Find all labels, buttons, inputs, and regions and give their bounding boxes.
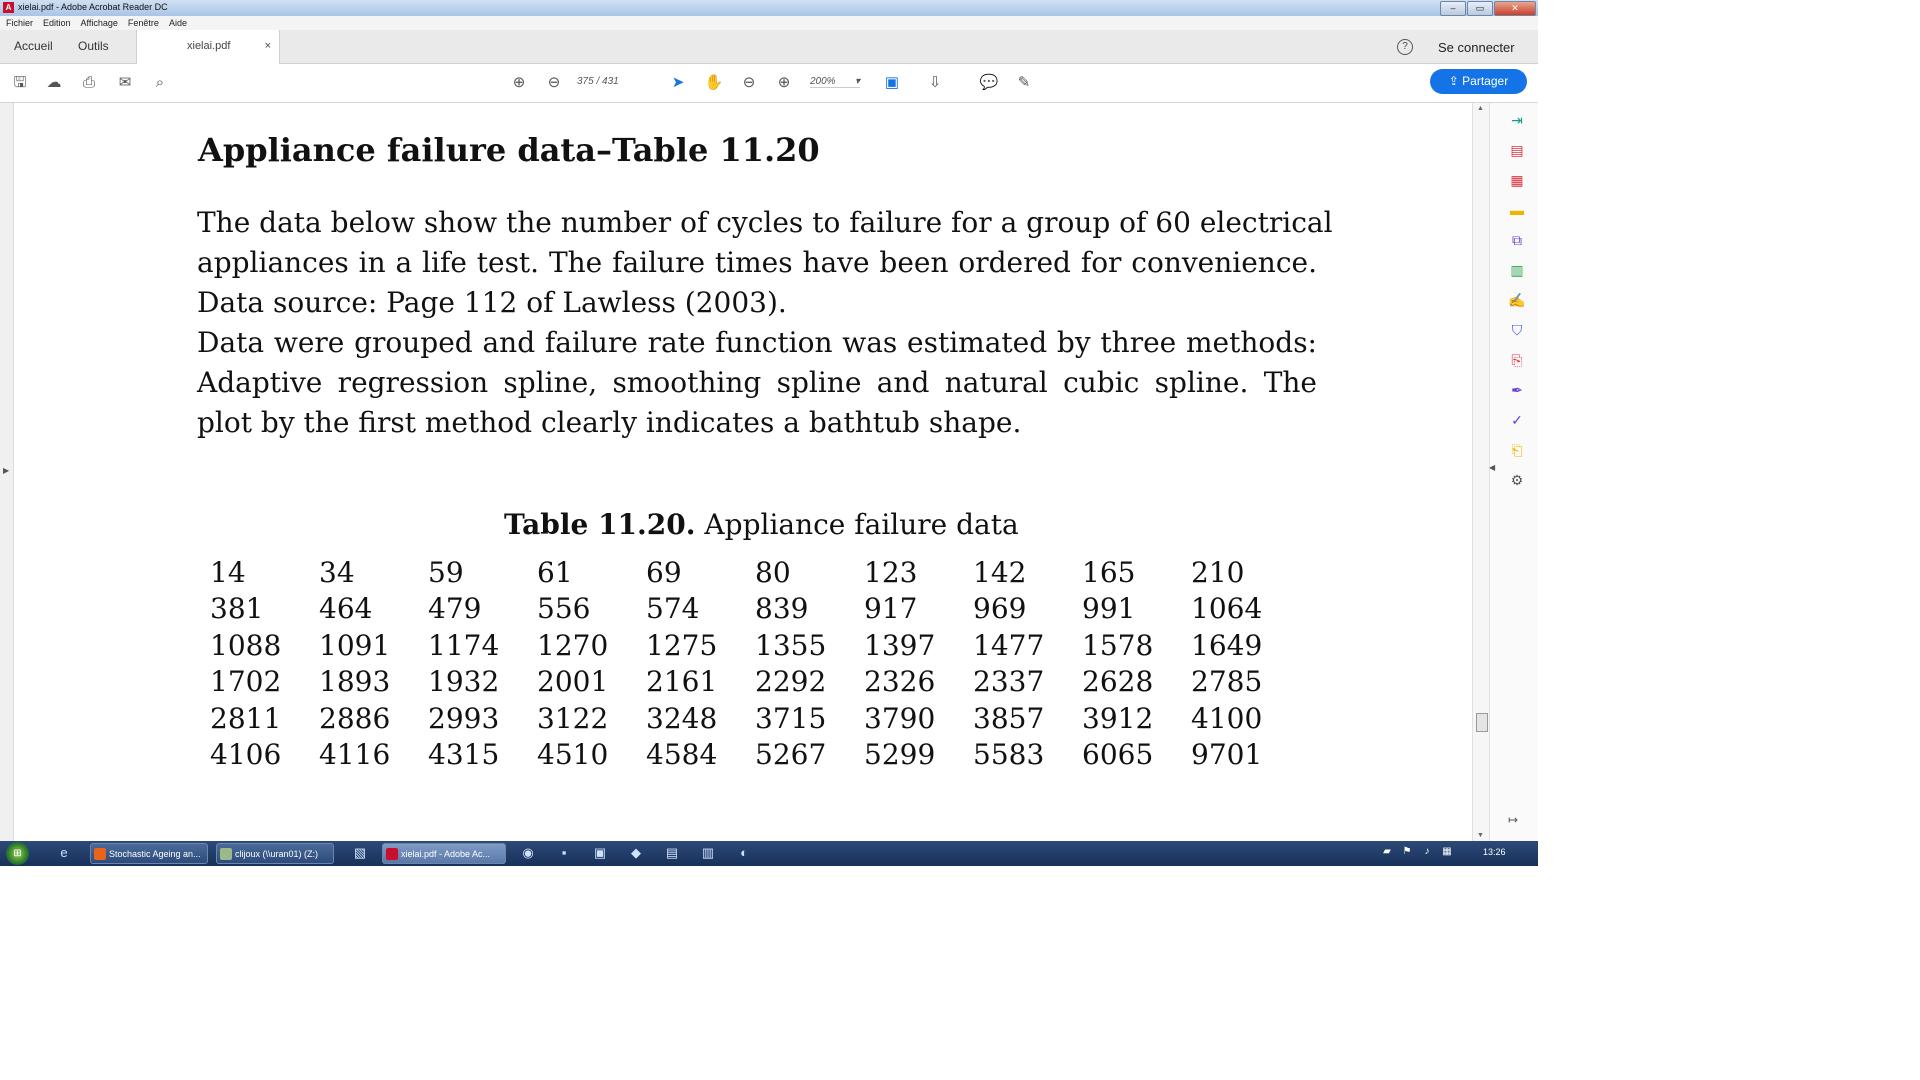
table-cell: 5267 xyxy=(755,738,827,772)
send-for-signature-icon[interactable]: ✒ xyxy=(1511,382,1523,398)
table-caption-text: Appliance failure data xyxy=(704,508,1019,541)
table-cell: 2326 xyxy=(864,665,936,699)
table-cell: 3857 xyxy=(973,701,1045,735)
close-window-button[interactable]: ✕ xyxy=(1494,1,1536,16)
paragraph-line: Data were grouped and failure rate function was estimated by three methods: xyxy=(197,326,1317,359)
zoom-in-icon[interactable]: ⊕ xyxy=(777,74,791,91)
zoom-value: 200% xyxy=(810,76,836,87)
table-cell: 1355 xyxy=(755,628,827,662)
table-cell: 1270 xyxy=(537,628,609,662)
tray-network-icon[interactable]: ▦ xyxy=(1442,846,1452,857)
combine-files-icon[interactable]: ⧉ xyxy=(1512,232,1522,248)
table-cell: 5583 xyxy=(973,738,1045,772)
email-icon[interactable]: ✉ xyxy=(118,74,132,91)
table-cell: 2886 xyxy=(319,701,391,735)
share-label: Partager xyxy=(1462,74,1509,88)
table-cell: 4315 xyxy=(428,738,500,772)
table-caption xyxy=(504,508,1019,541)
table-cell: 1893 xyxy=(319,665,391,699)
windows-taskbar xyxy=(0,841,1538,866)
document-view[interactable] xyxy=(14,103,1472,841)
draw-pen-icon[interactable]: ✎ xyxy=(1017,74,1031,91)
table-cell: 1477 xyxy=(973,628,1045,662)
taskbar-app-icon[interactable]: ▪ xyxy=(561,845,567,860)
internet-explorer-icon[interactable]: e xyxy=(60,845,68,860)
table-cell: 2292 xyxy=(755,665,827,699)
taskbar-item-firefox[interactable] xyxy=(90,843,208,864)
certificates-icon[interactable]: ✓ xyxy=(1511,412,1523,428)
maximize-button[interactable]: ▭ xyxy=(1467,1,1493,16)
window-title: xielai.pdf - Adobe Acrobat Reader DC xyxy=(18,2,168,12)
table-cell: 969 xyxy=(973,592,1027,626)
tray-flag-icon[interactable]: ⚑ xyxy=(1402,846,1412,857)
table-cell: 59 xyxy=(428,555,464,589)
scroll-thumb[interactable] xyxy=(1476,713,1488,732)
menu-bar xyxy=(0,16,1538,30)
table-cell: 1578 xyxy=(1082,628,1154,662)
paragraph-line: Data source: Page 112 of Lawless (2003). xyxy=(197,286,787,319)
taskbar-app-icon[interactable]: ▧ xyxy=(353,845,367,860)
taskbar-item-acrobat[interactable] xyxy=(382,843,506,864)
paragraph-line: plot by the first method clearly indicates a bathtub shape. xyxy=(197,406,1022,439)
vertical-scrollbar[interactable] xyxy=(1472,103,1489,841)
hand-tool-icon[interactable]: ✋ xyxy=(704,74,724,91)
table-cell: 1091 xyxy=(319,628,391,662)
table-cell: 4116 xyxy=(319,738,391,772)
taskbar-item-label: Stochastic Ageing an... xyxy=(109,849,201,859)
table-row xyxy=(210,591,1300,628)
next-page-icon[interactable]: ⊖ xyxy=(547,74,561,91)
taskbar-item-explorer[interactable] xyxy=(216,843,334,864)
table-cell: 4510 xyxy=(537,738,609,772)
table-cell: 917 xyxy=(864,592,918,626)
menu-file[interactable]: Fichier xyxy=(6,18,34,28)
edit-pdf-icon[interactable]: ▦ xyxy=(1510,172,1524,188)
close-tab-icon[interactable]: × xyxy=(264,40,271,52)
failure-data-table xyxy=(210,554,1300,773)
table-cell: 6065 xyxy=(1082,738,1154,772)
table-cell: 3715 xyxy=(755,701,827,735)
document-tab-label: xielai.pdf xyxy=(187,40,231,52)
table-cell: 123 xyxy=(864,555,918,589)
taskbar-app-icon[interactable]: ▥ xyxy=(701,845,715,860)
table-row xyxy=(210,664,1300,701)
table-cell: 2785 xyxy=(1191,665,1263,699)
taskbar-app-icon[interactable]: ▣ xyxy=(593,845,607,860)
start-button[interactable]: ⊞ xyxy=(6,842,29,865)
paragraph-description xyxy=(197,203,1333,323)
scroll-mode-icon[interactable]: ⇩ xyxy=(928,74,942,91)
table-cell: 1064 xyxy=(1191,592,1263,626)
table-row xyxy=(210,700,1300,737)
page-total: 431 xyxy=(602,76,619,87)
table-cell: 3248 xyxy=(646,701,718,735)
sign-in-link[interactable]: Se connecter xyxy=(1438,40,1515,55)
chevron-down-icon: ▾ xyxy=(854,76,860,87)
table-cell: 1932 xyxy=(428,665,500,699)
expand-panel-icon[interactable]: ▶ xyxy=(3,466,10,475)
comment-tool-icon[interactable]: ▬ xyxy=(1510,202,1524,218)
scroll-up-icon[interactable]: ▲ xyxy=(1477,105,1484,112)
table-cell: 2628 xyxy=(1082,665,1154,699)
tabs-row xyxy=(0,30,1538,64)
export-pdf-icon[interactable]: ⇥ xyxy=(1511,112,1523,128)
table-cell: 34 xyxy=(319,555,355,589)
save-icon[interactable]: 🖫 xyxy=(13,74,27,91)
table-cell: 165 xyxy=(1082,555,1136,589)
tab-tools[interactable]: Outils xyxy=(78,39,109,53)
paragraph-methods xyxy=(197,323,1317,443)
toolbar xyxy=(0,64,1538,103)
taskbar-item-label: xielai.pdf - Adobe Ac... xyxy=(401,849,491,859)
table-row xyxy=(210,554,1300,591)
paragraph-line: Adaptive regression spline, smoothing spline and natural cubic spline. The xyxy=(197,366,1317,399)
help-icon[interactable]: ? xyxy=(1397,39,1413,55)
zoom-level-select[interactable] xyxy=(810,76,860,88)
table-cell: 1397 xyxy=(864,628,936,662)
table-cell: 61 xyxy=(537,555,573,589)
collapse-panel-icon[interactable]: ◀ xyxy=(1489,463,1496,472)
table-cell: 2161 xyxy=(646,665,718,699)
menu-view[interactable]: Affichage xyxy=(80,18,118,28)
upload-cloud-icon[interactable]: ☁ xyxy=(46,74,62,91)
table-row xyxy=(210,627,1300,664)
table-cell: 464 xyxy=(319,592,373,626)
taskbar-item-label: clijoux (\\uran01) (Z:) xyxy=(235,849,319,859)
table-cell: 839 xyxy=(755,592,809,626)
taskbar-app-icon[interactable]: ◉ xyxy=(522,845,534,860)
table-cell: 69 xyxy=(646,555,682,589)
network-drive-icon xyxy=(220,848,232,860)
fill-sign-icon[interactable]: ✍ xyxy=(1508,292,1526,308)
create-pdf-icon[interactable]: ▤ xyxy=(1510,142,1524,158)
scroll-down-icon[interactable]: ▼ xyxy=(1477,832,1484,839)
table-cell: 1088 xyxy=(210,628,282,662)
system-tray xyxy=(1380,845,1454,859)
table-cell: 479 xyxy=(428,592,482,626)
table-cell: 3790 xyxy=(864,701,936,735)
table-cell: 14 xyxy=(210,555,246,589)
taskbar-app-icon[interactable]: ◐ xyxy=(740,845,748,860)
table-cell: 4106 xyxy=(210,738,282,772)
table-cell: 1702 xyxy=(210,665,282,699)
table-cell: 1649 xyxy=(1191,628,1263,662)
expand-tools-icon[interactable]: ↦ xyxy=(1508,813,1519,827)
previous-page-icon[interactable]: ⊕ xyxy=(512,74,526,91)
protect-icon[interactable]: ⛉ xyxy=(1511,322,1523,338)
tray-folder-icon[interactable]: ▰ xyxy=(1383,846,1391,857)
page-current[interactable]: 375 xyxy=(577,76,594,87)
table-cell: 5299 xyxy=(864,738,936,772)
acrobat-icon xyxy=(386,848,398,860)
left-nav-panel[interactable] xyxy=(0,103,14,841)
menu-help[interactable]: Aide xyxy=(168,18,187,28)
table-cell: 2811 xyxy=(210,701,282,735)
minimize-button[interactable]: – xyxy=(1440,1,1466,16)
more-tools-icon[interactable]: ⚙ xyxy=(1510,472,1524,488)
right-tools-panel xyxy=(1489,103,1538,841)
table-cell: 556 xyxy=(537,592,591,626)
page-separator: / xyxy=(596,76,603,87)
table-caption-label: Table 11.20. xyxy=(504,508,696,541)
paragraph-line: The data below show the number of cycles to failure for a group of 60 electrical xyxy=(197,206,1333,239)
tray-volume-icon[interactable]: ♪ xyxy=(1424,846,1430,857)
section-title: Appliance failure data–Table 11.20 xyxy=(198,131,820,169)
paragraph-line: appliances in a life test. The failure times have been ordered for convenience. xyxy=(197,246,1317,279)
page-indicator[interactable] xyxy=(577,76,619,87)
table-cell: 142 xyxy=(973,555,1027,589)
table-cell: 4584 xyxy=(646,738,718,772)
tab-document[interactable] xyxy=(136,30,280,64)
organize-pages-icon[interactable]: ▥ xyxy=(1510,262,1524,278)
share-icon: ⇪ xyxy=(1448,74,1463,88)
table-cell: 991 xyxy=(1082,592,1136,626)
send-for-comments-icon[interactable]: ⎗ xyxy=(1511,442,1523,458)
table-cell: 2337 xyxy=(973,665,1045,699)
table-cell: 4100 xyxy=(1191,701,1263,735)
share-button[interactable] xyxy=(1430,69,1527,94)
table-cell: 3912 xyxy=(1082,701,1154,735)
search-icon[interactable]: ⌕ xyxy=(155,74,165,91)
table-cell: 1174 xyxy=(428,628,500,662)
taskbar-app-icon[interactable]: ▤ xyxy=(665,845,679,860)
table-cell: 210 xyxy=(1191,555,1245,589)
acrobat-app-icon: A xyxy=(3,2,14,13)
title-bar xyxy=(0,0,1538,17)
menu-edit[interactable]: Edition xyxy=(43,18,71,28)
table-cell: 9701 xyxy=(1191,738,1263,772)
firefox-icon xyxy=(94,848,106,860)
taskbar-app-icon[interactable]: ◆ xyxy=(631,845,641,860)
tab-home[interactable]: Accueil xyxy=(14,39,53,53)
menu-window[interactable]: Fenêtre xyxy=(127,18,159,28)
fit-page-icon[interactable]: ▣ xyxy=(884,74,900,91)
table-cell: 80 xyxy=(755,555,791,589)
table-cell: 2993 xyxy=(428,701,500,735)
pdf-optimize-icon[interactable]: ⎘ xyxy=(1511,352,1523,368)
table-cell: 381 xyxy=(210,592,264,626)
table-row xyxy=(210,737,1300,774)
print-icon[interactable]: ⎙ xyxy=(82,74,95,91)
zoom-out-icon[interactable]: ⊖ xyxy=(742,74,756,91)
table-cell: 3122 xyxy=(537,701,609,735)
table-cell: 1275 xyxy=(646,628,718,662)
table-cell: 2001 xyxy=(537,665,609,699)
taskbar-clock[interactable]: 13:26 xyxy=(1483,847,1506,857)
comment-icon[interactable]: 💬 xyxy=(979,74,999,91)
select-cursor-icon[interactable]: ➤ xyxy=(671,74,685,91)
table-cell: 574 xyxy=(646,592,700,626)
